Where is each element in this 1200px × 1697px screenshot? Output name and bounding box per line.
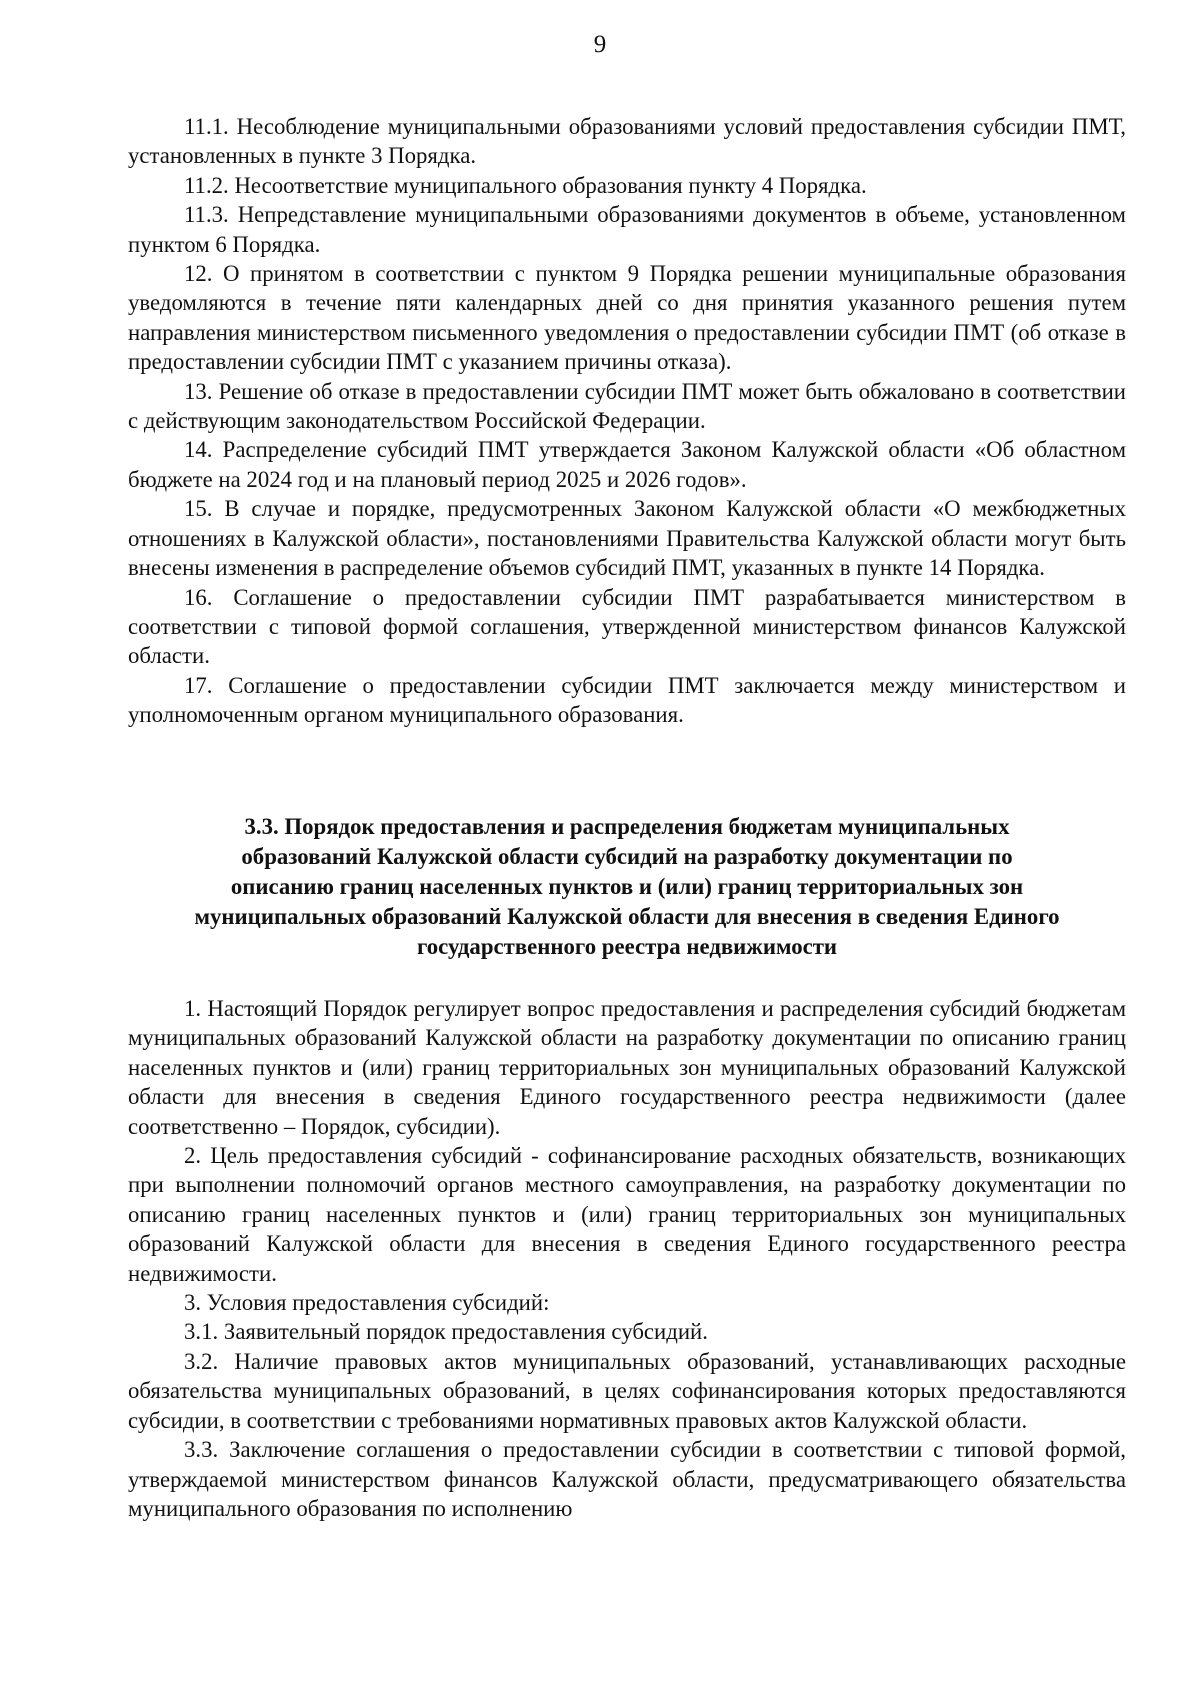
paragraph-17: 17. Соглашение о предоставлении субсидии ПМТ заключается между министерством и уполномоченным органом муниципального образования. bbox=[128, 672, 1126, 728]
paragraph-12: 12. О принятом в соответствии с пунктом 9 Порядка решении муниципальные образования уведомляются в течение пяти календарных дней со дня принятия указанного решения путем направления министерством письменного уведомления о предоставлении субсидии ПМТ (об отказе в предоставлении субсидии ПМТ с указанием причины отказа). bbox=[128, 261, 1126, 375]
paragraphs-bottom bbox=[128, 994, 1126, 1523]
section-heading-line: описанию границ населенных пунктов и (или) границ территориальных зон bbox=[230, 874, 1024, 899]
paragraph-15: 15. В случае и порядке, предусмотренных Законом Калужской области «О межбюджетных отношениях в Калужской области», постановлениями Правительства Калужской области могут быть внесены изменения в распределение объемов субсидий ПМТ, указанных в пункте 14 Порядка. bbox=[128, 496, 1126, 581]
paragraph-1: 1. Настоящий Порядок регулирует вопрос предоставления и распределения субсидий бюджетам муниципальных образований Калужской области на разработку документации по описанию границ населенных пунктов и (или) границ территориальных зон муниципальных образований Калужской области для внесения в сведения Единого государственного реестра недвижимости (далее соответственно – Порядок, субсидии). bbox=[128, 996, 1126, 1139]
section-heading-3-3 bbox=[128, 812, 1126, 962]
page-number: 9 bbox=[593, 31, 607, 58]
paragraph-11-1: 11.1. Несоблюдение муниципальными образованиями условий предоставления субсидии ПМТ, установленных в пункте 3 Порядка. bbox=[128, 114, 1126, 169]
paragraph-11-3: 11.3. Непредставление муниципальными образованиями документов в объеме, установленном пунктом 6 Порядка. bbox=[128, 202, 1126, 257]
paragraph-11-2: 11.2. Несоответствие муниципального образования пункту 4 Порядка. bbox=[184, 172, 867, 198]
paragraph-3-3: 3.3. Заключение соглашения о предоставлении субсидии в соответствии с типовой формой, утверждаемой министерством финансов Калужской области, предусматривающего обязательства муниципального образования по исполнению bbox=[128, 1437, 1126, 1521]
paragraph-3-1: 3.1. Заявительный порядок предоставления субсидий. bbox=[184, 1319, 708, 1345]
paragraph-13: 13. Решение об отказе в предоставлении субсидии ПМТ может быть обжаловано в соответствии с действующим законодательством Российской Федерации. bbox=[128, 378, 1126, 434]
section-heading-line: муниципальных образований Калужской области для внесения в сведения Единого bbox=[194, 904, 1060, 929]
section-heading-line: государственного реестра недвижимости bbox=[416, 934, 838, 959]
paragraph-3: 3. Условия предоставления субсидий: bbox=[184, 1290, 550, 1316]
paragraph-2: 2. Цель предоставления субсидий - софинансирование расходных обязательств, возникающих при выполнении полномочий органов местного самоуправления, на разработку документации по описанию границ населенных пунктов и (или) границ территориальных зон муниципальных образований Калужской области для внесения в сведения Единого государственного реестра недвижимости. bbox=[128, 1143, 1126, 1286]
paragraph-14: 14. Распределение субсидий ПМТ утверждается Законом Калужской области «Об областном бюджете на 2024 год и на плановый период 2025 и 2026 годов». bbox=[128, 437, 1126, 492]
paragraph-3-2: 3.2. Наличие правовых актов муниципальных образований, устанавливающих расходные обязательства муниципальных образований, в целях софинансирования которых предоставляются субсидии, в соответствии с требованиями нормативных правовых актов Калужской области. bbox=[128, 1348, 1126, 1433]
paragraph-16: 16. Соглашение о предоставлении субсидии ПМТ разрабатывается министерством в соответствии с типовой формой соглашения, утвержденной министерством финансов Калужской области. bbox=[128, 584, 1126, 669]
paragraphs-top bbox=[128, 112, 1126, 730]
section-heading-line: образований Калужской области субсидий на разработку документации по bbox=[241, 844, 1013, 869]
section-heading-line: 3.3. Порядок предоставления и распределения бюджетам муниципальных bbox=[244, 814, 1010, 839]
